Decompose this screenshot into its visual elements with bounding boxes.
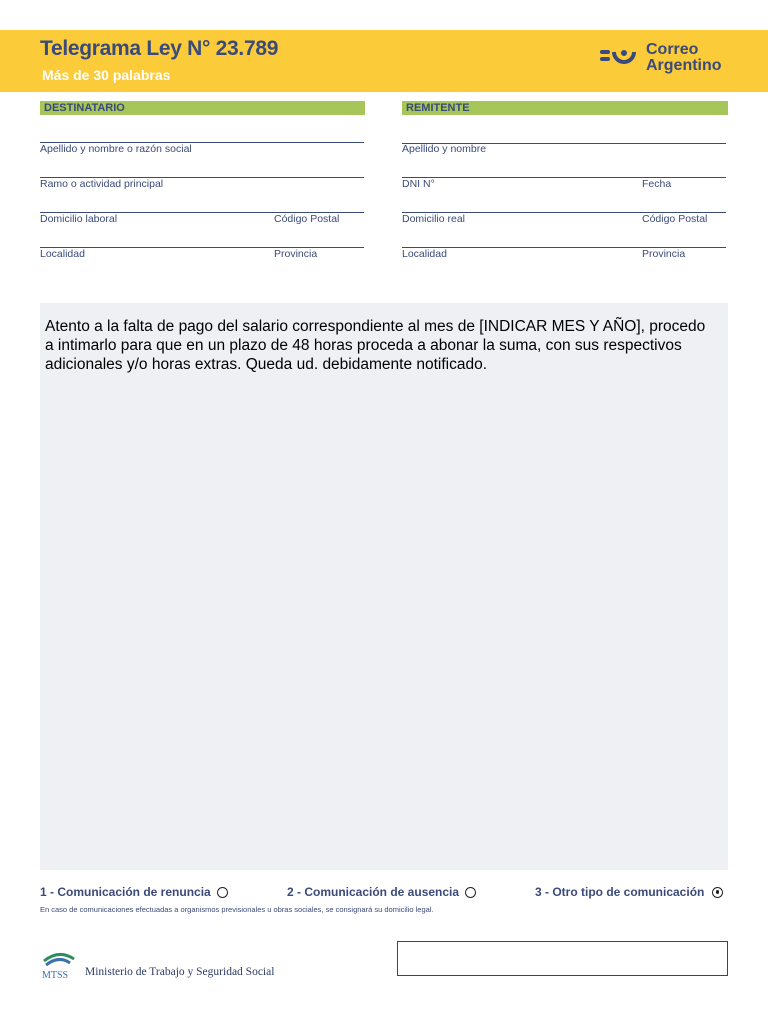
rem-name-label: Apellido y nombre bbox=[402, 143, 487, 155]
page-subtitle: Más de 30 palabras bbox=[42, 67, 171, 83]
dest-address-label: Domicilio laboral bbox=[40, 213, 118, 225]
correo-logo-icon bbox=[598, 44, 638, 74]
dest-activity-label: Ramo o actividad principal bbox=[40, 178, 164, 190]
dest-name-label: Apellido y nombre o razón social bbox=[40, 143, 192, 155]
destinatario-section-header: DESTINATARIO bbox=[40, 101, 365, 115]
option-renuncia-radio[interactable] bbox=[217, 887, 228, 898]
mtss-logo-icon bbox=[40, 947, 78, 979]
dest-postal-label: Código Postal bbox=[274, 213, 340, 225]
page-title: Telegrama Ley N° 23.789 bbox=[40, 37, 279, 60]
option-renuncia[interactable] bbox=[40, 885, 228, 899]
rem-dni-line[interactable] bbox=[402, 177, 726, 178]
rem-address-label: Domicilio real bbox=[402, 213, 466, 225]
option-otro-label: 3 - Otro tipo de comunicación bbox=[535, 885, 705, 899]
option-otro-radio[interactable] bbox=[712, 887, 723, 898]
mtss-abbr: MTSS bbox=[42, 970, 69, 979]
option-ausencia-label: 2 - Comunicación de ausencia bbox=[287, 885, 460, 899]
footnote: En caso de comunicaciones efectuadas a organismos previsionales u obras sociales, se consignará su domicilio legal. bbox=[40, 905, 434, 914]
rem-dni-label: DNI N° bbox=[402, 178, 435, 190]
rem-postal-label: Código Postal bbox=[642, 213, 708, 225]
ministry-name: Ministerio de Trabajo y Seguridad Social bbox=[85, 966, 275, 978]
signature-box[interactable] bbox=[397, 941, 728, 976]
remitente-section-header: REMITENTE bbox=[402, 101, 728, 115]
option-ausencia[interactable] bbox=[287, 885, 476, 899]
dest-city-label: Localidad bbox=[40, 248, 85, 260]
rem-date-label: Fecha bbox=[642, 178, 672, 190]
dest-province-label: Provincia bbox=[274, 248, 318, 260]
message-textarea[interactable] bbox=[40, 303, 728, 870]
message-text: Atento a la falta de pago del salario correspondiente al mes de [INDICAR MES Y AÑO], procedo a intimarlo para que en un plazo de 48 horas proceda a abonar la suma, con sus respectivos adicionales y/o horas extras. Queda ud. debidamente notificado. bbox=[45, 318, 706, 373]
correo-argentino-logo bbox=[598, 42, 738, 82]
rem-province-label: Provincia bbox=[642, 248, 686, 260]
rem-city-label: Localidad bbox=[402, 248, 447, 260]
option-otro[interactable] bbox=[535, 885, 723, 899]
logo-text-line2: Argentino bbox=[646, 57, 722, 74]
logo-text-line1: Correo bbox=[646, 41, 699, 58]
option-renuncia-label: 1 - Comunicación de renuncia bbox=[40, 885, 211, 899]
option-ausencia-radio[interactable] bbox=[465, 887, 476, 898]
